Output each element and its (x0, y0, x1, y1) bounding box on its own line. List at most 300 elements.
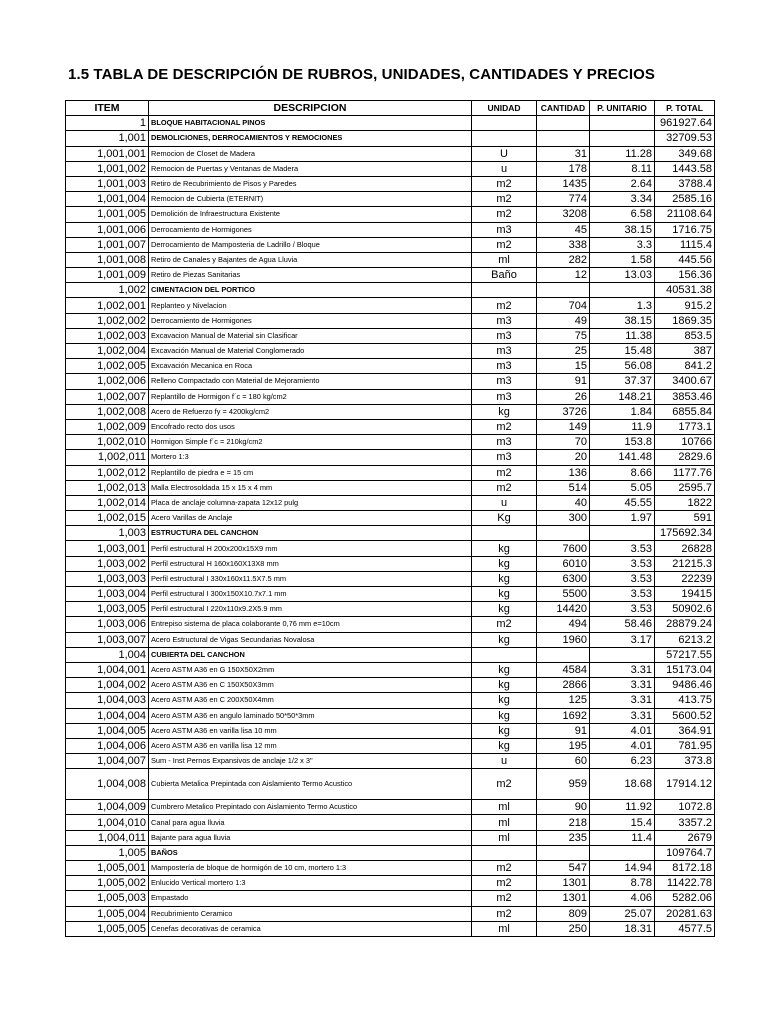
unit-price-cell: 58.46 (590, 617, 655, 632)
quantity-cell: 2866 (537, 678, 590, 693)
description-cell: Excavacion Manual de Material sin Clasificar (149, 328, 472, 343)
table-row (66, 876, 715, 891)
unit-price-cell (590, 116, 655, 131)
unit-cell (472, 283, 537, 298)
header-p-total: P. TOTAL (655, 101, 715, 116)
unit-price-cell: 13.03 (590, 268, 655, 283)
unit-cell: kg (472, 678, 537, 693)
description-cell: Enlucido Vertical mortero 1:3 (149, 876, 472, 891)
table-row (66, 602, 715, 617)
table-row (66, 541, 715, 556)
description-cell: Perfil estructural I 330x160x11.5X7.5 mm (149, 571, 472, 586)
table-row (66, 571, 715, 586)
unit-cell: kg (472, 632, 537, 647)
item-cell: 1,002,015 (66, 511, 149, 526)
item-cell: 1,002,014 (66, 495, 149, 510)
item-cell: 1,003,005 (66, 602, 149, 617)
description-cell: Sum - Inst Pernos Expansivos de anclaje 1/2 x 3" (149, 754, 472, 769)
item-cell: 1,001,001 (66, 146, 149, 161)
total-price-cell: 15173.04 (655, 662, 715, 677)
quantity-cell: 1435 (537, 176, 590, 191)
table-row (66, 723, 715, 738)
unit-price-cell: 8.66 (590, 465, 655, 480)
header-p-unitario: P. UNITARIO (590, 101, 655, 116)
unit-cell: m2 (472, 419, 537, 434)
table-row (66, 465, 715, 480)
unit-cell: m2 (472, 861, 537, 876)
quantity-cell (537, 647, 590, 662)
total-price-cell: 9486.46 (655, 678, 715, 693)
total-price-cell: 50902.6 (655, 602, 715, 617)
unit-price-cell: 4.01 (590, 738, 655, 753)
unit-cell: m3 (472, 222, 537, 237)
table-row (66, 921, 715, 936)
quantity-cell: 25 (537, 344, 590, 359)
description-cell: Replantillo de Hormigon f´c = 180 kg/cm2 (149, 389, 472, 404)
table-group-row (66, 283, 715, 298)
unit-price-cell: 153.8 (590, 435, 655, 450)
unit-cell: m3 (472, 328, 537, 343)
description-cell: Relleno Compactado con Material de Mejoramiento (149, 374, 472, 389)
item-cell: 1,003,003 (66, 571, 149, 586)
unit-cell: ml (472, 921, 537, 936)
item-cell: 1,005,005 (66, 921, 149, 936)
description-cell: Replanteo y Nivelacion (149, 298, 472, 313)
unit-price-cell: 3.34 (590, 192, 655, 207)
description-cell: Retiro de Canales y Bajantes de Agua Lluvia (149, 252, 472, 267)
quantity-cell: 91 (537, 723, 590, 738)
total-price-cell: 28879.24 (655, 617, 715, 632)
item-cell: 1,004,004 (66, 708, 149, 723)
total-price-cell: 40531.38 (655, 283, 715, 298)
description-cell: Perfil estructural I 220x110x9.2X5.9 mm (149, 602, 472, 617)
unit-cell: m2 (472, 891, 537, 906)
unit-price-cell: 3.53 (590, 587, 655, 602)
table-group-row (66, 526, 715, 541)
unit-cell: ml (472, 252, 537, 267)
unit-price-cell: 6.23 (590, 754, 655, 769)
quantity-cell: 4584 (537, 662, 590, 677)
quantity-cell: 26 (537, 389, 590, 404)
description-cell: Perfil estructural I 300x150X10.7x7.1 mm (149, 587, 472, 602)
total-price-cell: 10766 (655, 435, 715, 450)
quantity-cell: 91 (537, 374, 590, 389)
unit-cell (472, 647, 537, 662)
quantity-cell: 178 (537, 161, 590, 176)
quantity-cell (537, 283, 590, 298)
table-row (66, 480, 715, 495)
unit-cell: kg (472, 404, 537, 419)
total-price-cell: 373.8 (655, 754, 715, 769)
item-cell: 1,003,001 (66, 541, 149, 556)
total-price-cell: 2585.16 (655, 192, 715, 207)
item-cell: 1,001,004 (66, 192, 149, 207)
quantity-cell: 300 (537, 511, 590, 526)
description-cell: Acero ASTM A36 en varilla lisa 10 mm (149, 723, 472, 738)
description-cell: Acero de Refuerzo fy = 4200kg/cm2 (149, 404, 472, 419)
total-price-cell: 413.75 (655, 693, 715, 708)
total-price-cell: 20281.63 (655, 906, 715, 921)
description-cell: Acero ASTM A36 en varilla lisa 12 mm (149, 738, 472, 753)
description-cell: Acero Estructural de Vigas Secundarias Novalosa (149, 632, 472, 647)
item-cell: 1,003,007 (66, 632, 149, 647)
unit-cell: kg (472, 723, 537, 738)
quantity-cell: 494 (537, 617, 590, 632)
table-row (66, 738, 715, 753)
unit-price-cell: 11.28 (590, 146, 655, 161)
unit-cell: m2 (472, 298, 537, 313)
table-row (66, 511, 715, 526)
unit-price-cell: 1.84 (590, 404, 655, 419)
unit-price-cell: 25.07 (590, 906, 655, 921)
quantity-cell: 15 (537, 359, 590, 374)
total-price-cell: 57217.55 (655, 647, 715, 662)
table-row (66, 298, 715, 313)
unit-cell (472, 526, 537, 541)
quantity-cell: 235 (537, 830, 590, 845)
description-cell: Acero Varillas de Anclaje (149, 511, 472, 526)
unit-price-cell: 18.31 (590, 921, 655, 936)
item-cell: 1,003,006 (66, 617, 149, 632)
quantity-cell: 218 (537, 815, 590, 830)
quantity-cell: 7600 (537, 541, 590, 556)
item-cell: 1,004,006 (66, 738, 149, 753)
unit-cell: kg (472, 602, 537, 617)
total-price-cell: 3788.4 (655, 176, 715, 191)
total-price-cell: 781.95 (655, 738, 715, 753)
item-cell: 1,002,010 (66, 435, 149, 450)
description-cell: Derrocamiento de Hormigones (149, 222, 472, 237)
description-cell: Excavación Mecanica en Roca (149, 359, 472, 374)
item-cell: 1,002,001 (66, 298, 149, 313)
description-cell: Entrepiso sistema de placa colaborante 0,76 mm e=10cm (149, 617, 472, 632)
quantity-cell: 90 (537, 800, 590, 815)
total-price-cell: 156.36 (655, 268, 715, 283)
total-price-cell: 591 (655, 511, 715, 526)
unit-price-cell: 148.21 (590, 389, 655, 404)
table-row (66, 419, 715, 434)
item-cell: 1,002,003 (66, 328, 149, 343)
unit-cell: m3 (472, 313, 537, 328)
quantity-cell (537, 116, 590, 131)
unit-price-cell: 3.31 (590, 708, 655, 723)
table-group-row (66, 131, 715, 146)
quantity-cell: 1960 (537, 632, 590, 647)
unit-price-cell: 4.01 (590, 723, 655, 738)
description-cell: Remocion de Puertas y Ventanas de Madera (149, 161, 472, 176)
unit-cell: u (472, 754, 537, 769)
table-row (66, 662, 715, 677)
total-price-cell: 17914.12 (655, 769, 715, 800)
item-cell: 1,001 (66, 131, 149, 146)
quantity-cell: 547 (537, 861, 590, 876)
description-cell: Replantillo de piedra e = 15 cm (149, 465, 472, 480)
item-cell: 1,002,004 (66, 344, 149, 359)
table-row (66, 800, 715, 815)
unit-price-cell: 11.9 (590, 419, 655, 434)
description-cell: Placa de anclaje columna-zapata 12x12 pulg (149, 495, 472, 510)
item-cell: 1,001,003 (66, 176, 149, 191)
unit-price-cell: 5.05 (590, 480, 655, 495)
total-price-cell: 961927.64 (655, 116, 715, 131)
item-cell: 1,002,009 (66, 419, 149, 434)
item-cell: 1,004,002 (66, 678, 149, 693)
unit-cell: m2 (472, 207, 537, 222)
total-price-cell: 5600.52 (655, 708, 715, 723)
total-price-cell: 26828 (655, 541, 715, 556)
page-title: 1.5 TABLA DE DESCRIPCIÓN DE RUBROS, UNIDADES, CANTIDADES Y PRECIOS (68, 66, 655, 83)
description-cell: Acero ASTM A36 en G 150X50X2mm (149, 662, 472, 677)
unit-price-cell: 3.53 (590, 571, 655, 586)
item-cell: 1,004,001 (66, 662, 149, 677)
item-cell: 1,005,004 (66, 906, 149, 921)
quantity-cell: 40 (537, 495, 590, 510)
table-row (66, 176, 715, 191)
table-row (66, 222, 715, 237)
total-price-cell: 22239 (655, 571, 715, 586)
table-row (66, 161, 715, 176)
quantity-cell: 136 (537, 465, 590, 480)
description-cell: Derrocamiento de Hormigones (149, 313, 472, 328)
unit-price-cell: 38.15 (590, 313, 655, 328)
table-row (66, 192, 715, 207)
description-cell: Empastado (149, 891, 472, 906)
quantity-cell: 12 (537, 268, 590, 283)
total-price-cell: 5282.06 (655, 891, 715, 906)
item-cell: 1,002,006 (66, 374, 149, 389)
item-cell: 1,002,007 (66, 389, 149, 404)
total-price-cell: 6213.2 (655, 632, 715, 647)
description-cell: DEMOLICIONES, DERROCAMIENTOS Y REMOCIONES (149, 131, 472, 146)
total-price-cell: 1443.58 (655, 161, 715, 176)
table-row (66, 328, 715, 343)
unit-cell: m3 (472, 389, 537, 404)
unit-price-cell: 3.17 (590, 632, 655, 647)
total-price-cell: 4577.5 (655, 921, 715, 936)
total-price-cell: 1115.4 (655, 237, 715, 252)
quantity-cell (537, 526, 590, 541)
table-row (66, 556, 715, 571)
item-cell: 1,001,002 (66, 161, 149, 176)
unit-price-cell: 3.53 (590, 556, 655, 571)
quantity-cell (537, 131, 590, 146)
table-row (66, 146, 715, 161)
unit-price-cell: 8.11 (590, 161, 655, 176)
quantity-cell: 125 (537, 693, 590, 708)
item-cell: 1,002 (66, 283, 149, 298)
item-cell: 1,001,005 (66, 207, 149, 222)
unit-price-cell: 11.38 (590, 328, 655, 343)
description-cell: Demolición de Infraestructura Existente (149, 207, 472, 222)
total-price-cell: 2595.7 (655, 480, 715, 495)
unit-cell: ml (472, 815, 537, 830)
unit-price-cell (590, 526, 655, 541)
description-cell: CIMENTACION DEL PORTICO (149, 283, 472, 298)
item-cell: 1,003,004 (66, 587, 149, 602)
item-cell: 1,001,008 (66, 252, 149, 267)
quantity-cell: 959 (537, 769, 590, 800)
unit-cell: kg (472, 693, 537, 708)
item-cell: 1,004,009 (66, 800, 149, 815)
unit-cell: kg (472, 662, 537, 677)
table-row (66, 678, 715, 693)
description-cell: Malla Electrosoldada 15 x 15 x 4 mm (149, 480, 472, 495)
unit-price-cell: 3.31 (590, 678, 655, 693)
total-price-cell: 21215.3 (655, 556, 715, 571)
item-cell: 1,005,002 (66, 876, 149, 891)
table-row (66, 495, 715, 510)
description-cell: Mortero 1:3 (149, 450, 472, 465)
quantity-cell: 195 (537, 738, 590, 753)
total-price-cell: 3853.46 (655, 389, 715, 404)
unit-price-cell: 11.92 (590, 800, 655, 815)
table-group-row (66, 116, 715, 131)
total-price-cell: 21108.64 (655, 207, 715, 222)
unit-price-cell: 4.06 (590, 891, 655, 906)
unit-price-cell: 141.48 (590, 450, 655, 465)
unit-cell: m2 (472, 192, 537, 207)
item-cell: 1,002,012 (66, 465, 149, 480)
item-cell: 1,004,010 (66, 815, 149, 830)
item-cell: 1,001,009 (66, 268, 149, 283)
unit-cell: m3 (472, 450, 537, 465)
unit-price-cell: 1.3 (590, 298, 655, 313)
table-row (66, 708, 715, 723)
unit-cell: ml (472, 800, 537, 815)
table-row (66, 268, 715, 283)
description-cell: ESTRUCTURA DEL CANCHON (149, 526, 472, 541)
total-price-cell: 11422.78 (655, 876, 715, 891)
total-price-cell: 364.91 (655, 723, 715, 738)
item-cell: 1,004,003 (66, 693, 149, 708)
table-row (66, 891, 715, 906)
description-cell: BLOQUE HABITACIONAL PINOS (149, 116, 472, 131)
table-group-row (66, 845, 715, 860)
unit-price-cell: 45.55 (590, 495, 655, 510)
item-cell: 1,001,006 (66, 222, 149, 237)
table-row (66, 207, 715, 222)
item-cell: 1,002,008 (66, 404, 149, 419)
total-price-cell: 19415 (655, 587, 715, 602)
header-cantidad: CANTIDAD (537, 101, 590, 116)
total-price-cell: 8172.18 (655, 861, 715, 876)
unit-price-cell: 14.94 (590, 861, 655, 876)
total-price-cell: 3400.67 (655, 374, 715, 389)
unit-cell: u (472, 161, 537, 176)
unit-cell: m3 (472, 435, 537, 450)
unit-price-cell: 3.53 (590, 541, 655, 556)
unit-cell: m3 (472, 359, 537, 374)
unit-cell: U (472, 146, 537, 161)
item-cell: 1,005,001 (66, 861, 149, 876)
unit-cell: m2 (472, 876, 537, 891)
unit-cell: kg (472, 738, 537, 753)
description-cell: Remocion de Closet de Madera (149, 146, 472, 161)
description-cell: Mampostería de bloque de hormigón de 10 cm, mortero 1:3 (149, 861, 472, 876)
unit-price-cell: 3.31 (590, 693, 655, 708)
item-cell: 1,002,005 (66, 359, 149, 374)
unit-price-cell: 11.4 (590, 830, 655, 845)
total-price-cell: 1072.8 (655, 800, 715, 815)
total-price-cell: 1177.76 (655, 465, 715, 480)
item-cell: 1,004,008 (66, 769, 149, 800)
description-cell: CUBIERTA DEL CANCHON (149, 647, 472, 662)
table-row (66, 435, 715, 450)
unit-cell: m2 (472, 176, 537, 191)
item-cell: 1 (66, 116, 149, 131)
description-cell: Excavación Manual de Material Conglomerado (149, 344, 472, 359)
header-item: ITEM (66, 101, 149, 116)
description-cell: Perfil estructural H 200x200x15X9 mm (149, 541, 472, 556)
total-price-cell: 1716.75 (655, 222, 715, 237)
total-price-cell: 853.5 (655, 328, 715, 343)
header-unidad: UNIDAD (472, 101, 537, 116)
quantity-cell: 5500 (537, 587, 590, 602)
quantity-cell: 3726 (537, 404, 590, 419)
description-cell: Remocion de Cubierta (ETERNIT) (149, 192, 472, 207)
unit-cell (472, 845, 537, 860)
table-row (66, 617, 715, 632)
description-cell: Retiro de Recubrimiento de Pisos y Paredes (149, 176, 472, 191)
description-cell: Acero ASTM A36 en angulo laminado 50*50*3mm (149, 708, 472, 723)
item-cell: 1,001,007 (66, 237, 149, 252)
quantity-cell: 31 (537, 146, 590, 161)
unit-price-cell: 38.15 (590, 222, 655, 237)
table-row (66, 450, 715, 465)
header-descripcion: DESCRIPCION (149, 101, 472, 116)
unit-price-cell: 37.37 (590, 374, 655, 389)
table-row (66, 374, 715, 389)
description-cell: Cubierta Metalica Prepintada con Aislamiento Termo Acustico (149, 769, 472, 800)
table-header-row (66, 101, 715, 116)
total-price-cell: 32709.53 (655, 131, 715, 146)
quantity-cell: 60 (537, 754, 590, 769)
quantity-cell: 6010 (537, 556, 590, 571)
unit-cell (472, 116, 537, 131)
total-price-cell: 349.68 (655, 146, 715, 161)
unit-price-cell: 8.78 (590, 876, 655, 891)
item-cell: 1,002,011 (66, 450, 149, 465)
table-row (66, 344, 715, 359)
price-table (65, 100, 715, 937)
table-row (66, 404, 715, 419)
quantity-cell: 1692 (537, 708, 590, 723)
quantity-cell: 704 (537, 298, 590, 313)
quantity-cell: 282 (537, 252, 590, 267)
description-cell: Retiro de Piezas Sanitarias (149, 268, 472, 283)
unit-price-cell: 15.48 (590, 344, 655, 359)
description-cell: Derrocamiento de Mamposteria de Ladrillo / Bloque (149, 237, 472, 252)
description-cell: Cenefas decorativas de ceramica (149, 921, 472, 936)
total-price-cell: 3357.2 (655, 815, 715, 830)
description-cell: Hormigon Simple f´c = 210kg/cm2 (149, 435, 472, 450)
item-cell: 1,004,005 (66, 723, 149, 738)
unit-price-cell (590, 647, 655, 662)
unit-price-cell: 3.53 (590, 602, 655, 617)
quantity-cell: 338 (537, 237, 590, 252)
unit-cell: m2 (472, 617, 537, 632)
unit-cell: m2 (472, 465, 537, 480)
item-cell: 1,003 (66, 526, 149, 541)
unit-cell: kg (472, 556, 537, 571)
quantity-cell: 514 (537, 480, 590, 495)
description-cell: Recubrimiento Ceramico (149, 906, 472, 921)
unit-cell: m2 (472, 906, 537, 921)
table-group-row (66, 647, 715, 662)
description-cell: Acero ASTM A36 en C 150X50X3mm (149, 678, 472, 693)
unit-price-cell: 18.68 (590, 769, 655, 800)
total-price-cell: 1869.35 (655, 313, 715, 328)
